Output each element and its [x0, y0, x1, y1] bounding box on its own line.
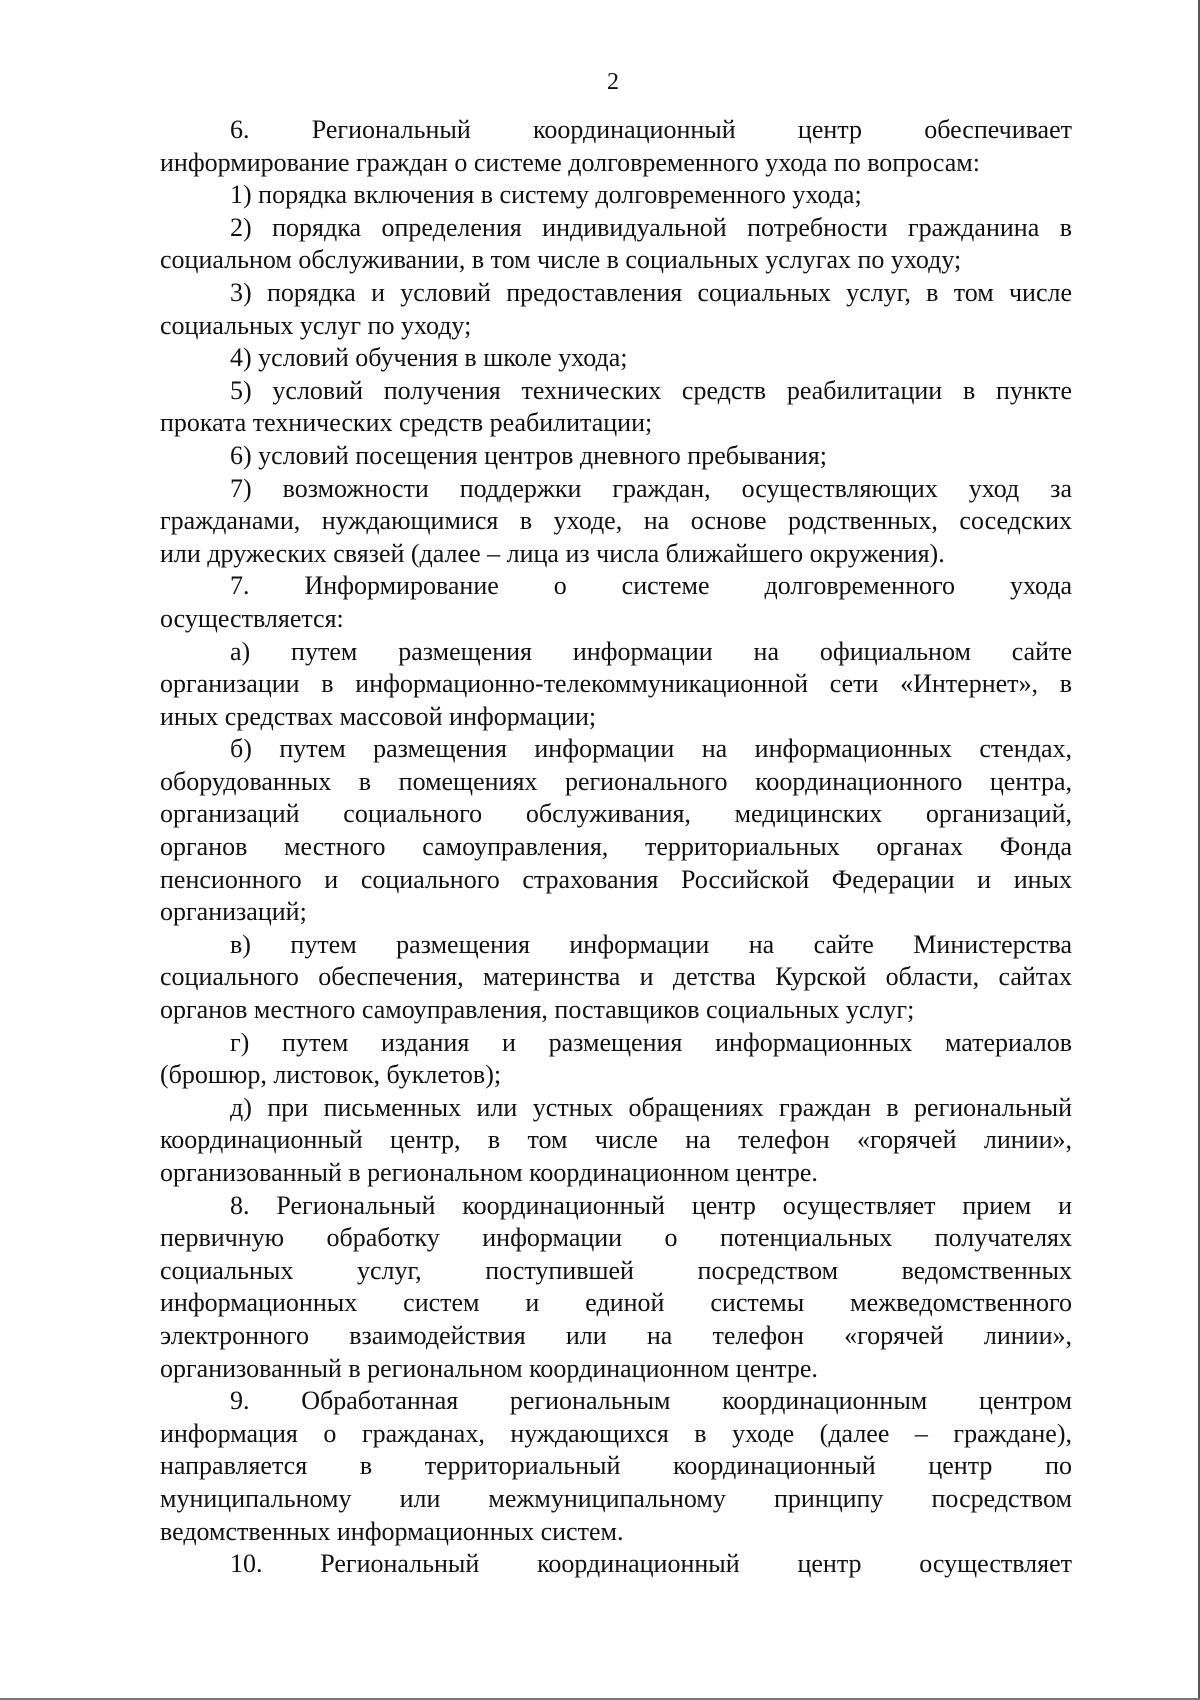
text-line: 10. Региональный координационный центр осуществляет	[230, 1549, 1072, 1579]
text-line: 8. Региональный координационный центр осуществляет прием и	[230, 1190, 1072, 1220]
text-line: (брошюр, листовок, буклетов);	[160, 1060, 502, 1090]
text-line: первичную обработку информации о потенциальных получателях	[160, 1223, 1072, 1253]
text-line: 1) порядка включения в систему долговременного ухода;	[230, 180, 862, 210]
text-line: координационный центр, в том числе на телефон «горячей линии»,	[160, 1125, 1072, 1155]
text-line: социальных услуг по уходу;	[160, 310, 472, 340]
text-line: проката технических средств реабилитации;	[160, 408, 653, 438]
text-line: организации в информационно-телекоммуникационной сети «Интернет», в	[160, 669, 1072, 699]
text-line: оборудованных в помещениях регионального координационного центра,	[160, 766, 1072, 796]
text-line: осуществляется:	[160, 603, 344, 633]
text-line: а) путем размещения информации на официальном сайте	[230, 636, 1072, 666]
text-line: информационных систем и единой системы межведомственного	[160, 1288, 1072, 1318]
text-line: организаций;	[160, 897, 307, 927]
text-line: муниципальному или межмуниципальному принципу посредством	[160, 1483, 1072, 1513]
text-line: 9. Обработанная региональным координационным центром	[230, 1386, 1072, 1416]
text-line: 7) возможности поддержки граждан, осуществляющих уход за	[230, 473, 1072, 503]
text-line: 2) порядка определения индивидуальной потребности гражданина в	[230, 212, 1072, 242]
text-line: электронного взаимодействия или на телефон «горячей линии»,	[160, 1320, 1072, 1350]
text-line: ведомственных информационных систем.	[160, 1516, 624, 1546]
text-line: гражданами, нуждающимися в уходе, на основе родственных, соседских	[160, 506, 1072, 536]
text-line: 6) условий посещения центров дневного пребывания;	[230, 440, 827, 470]
text-line: 5) условий получения технических средств реабилитации в пункте	[230, 375, 1072, 405]
text-line: г) путем издания и размещения информационных материалов	[230, 1027, 1072, 1057]
text-line: 6. Региональный координационный центр обеспечивает	[230, 115, 1072, 144]
text-line: или дружеских связей (далее – лица из числа ближайшего окружения).	[160, 538, 945, 568]
text-line: направляется в территориальный координационный центр по	[160, 1451, 1072, 1481]
text-line: организованный в региональном координационном центре.	[160, 1353, 818, 1383]
text-line: органов местного самоуправления, поставщиков социальных услуг;	[160, 995, 915, 1025]
text-line: органов местного самоуправления, территориальных органах Фонда	[160, 832, 1072, 862]
text-line: социальных услуг, поступившей посредством ведомственных	[160, 1255, 1072, 1285]
text-line: информация о гражданах, нуждающихся в уходе (далее – граждане),	[160, 1418, 1072, 1448]
text-line: в) путем размещения информации на сайте Министерства	[230, 929, 1072, 959]
text-line: 7. Информирование о системе долговременного ухода	[230, 571, 1072, 601]
text-line: 3) порядка и условий предоставления социальных услуг, в том числе	[230, 277, 1072, 307]
text-line: д) при письменных или устных обращениях граждан в региональный	[230, 1092, 1072, 1122]
text-line: информирование граждан о системе долговременного ухода по вопросам:	[160, 147, 980, 177]
text-line: социального обеспечения, материнства и детства Курской области, сайтах	[160, 962, 1072, 992]
text-line: организованный в региональном координационном центре.	[160, 1158, 818, 1187]
text-line: организаций социального обслуживания, медицинских организаций,	[160, 799, 1072, 829]
document-body	[160, 114, 1072, 1581]
page-number: 2	[607, 69, 619, 95]
text-line: пенсионного и социального страхования Российской Федерации и иных	[160, 864, 1072, 894]
text-line: иных средствах массовой информации;	[160, 701, 597, 731]
text-line: социальном обслуживании, в том числе в социальных услугах по уходу;	[160, 245, 962, 275]
text-line: б) путем размещения информации на информационных стендах,	[230, 734, 1072, 764]
text-line: 4) условий обучения в школе ухода;	[230, 343, 628, 373]
